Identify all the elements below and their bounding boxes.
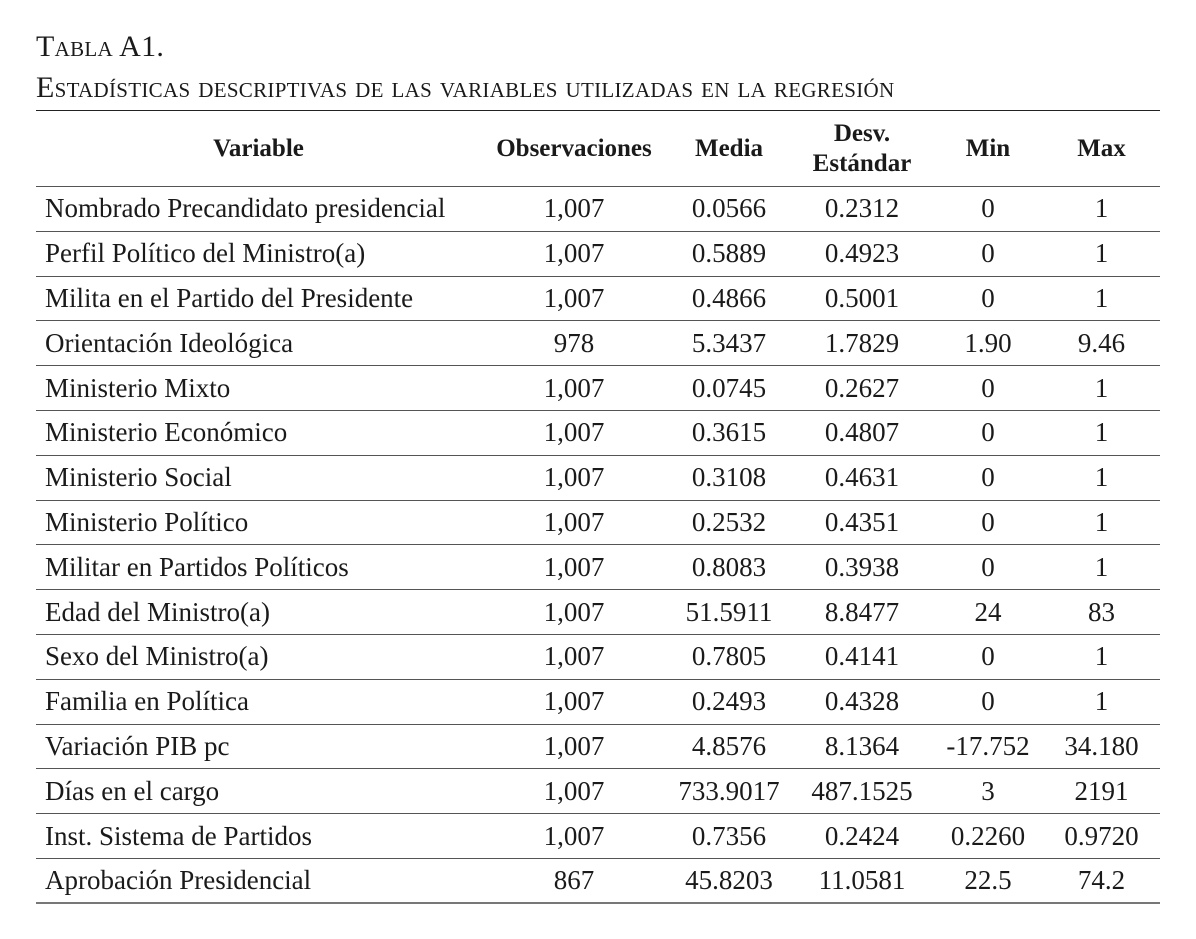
header-observaciones: Observaciones bbox=[496, 134, 652, 162]
cell-variable: Familia en Política bbox=[45, 686, 249, 717]
cell-media: 0.2493 bbox=[691, 686, 767, 717]
table-row bbox=[36, 276, 1160, 321]
cell-media: 0.7356 bbox=[691, 820, 767, 851]
cell-observaciones: 1,007 bbox=[543, 551, 605, 582]
table-row bbox=[36, 187, 1160, 232]
cell-media: 0.8083 bbox=[691, 551, 767, 582]
header-desv-line1: Desv. bbox=[833, 119, 891, 147]
header-row bbox=[36, 111, 1160, 187]
cell-observaciones: 1,007 bbox=[543, 596, 605, 627]
cell-max: 1 bbox=[1094, 551, 1109, 582]
cell-observaciones: 1,007 bbox=[543, 193, 605, 224]
table-row bbox=[36, 545, 1160, 590]
header-variable: Variable bbox=[213, 134, 304, 162]
cell-observaciones: 1,007 bbox=[543, 820, 605, 851]
cell-variable: Perfil Político del Ministro(a) bbox=[45, 238, 366, 269]
cell-min: 1.90 bbox=[964, 327, 1012, 358]
cell-observaciones: 1,007 bbox=[543, 372, 605, 403]
table-row bbox=[36, 814, 1160, 859]
cell-desv-estandar: 0.4923 bbox=[824, 238, 900, 269]
cell-desv-estandar: 8.8477 bbox=[824, 596, 900, 627]
cell-variable: Orientación Ideológica bbox=[45, 327, 294, 358]
cell-variable: Aprobación Presidencial bbox=[45, 865, 312, 896]
table-row bbox=[36, 231, 1160, 276]
table-row bbox=[36, 500, 1160, 545]
table-row bbox=[36, 634, 1160, 679]
cell-variable: Ministerio Político bbox=[45, 506, 249, 537]
cell-max: 1 bbox=[1094, 238, 1109, 269]
cell-min: 0 bbox=[981, 417, 995, 448]
table-row bbox=[36, 679, 1160, 724]
cell-desv-estandar: 0.2424 bbox=[824, 820, 900, 851]
table-row bbox=[36, 410, 1160, 455]
cell-variable: Variación PIB pc bbox=[45, 730, 230, 761]
table-body bbox=[36, 187, 1160, 904]
cell-observaciones: 1,007 bbox=[543, 775, 605, 806]
cell-media: 45.8203 bbox=[685, 865, 773, 896]
cell-observaciones: 1,007 bbox=[543, 641, 605, 672]
cell-max: 1 bbox=[1094, 506, 1109, 537]
cell-desv-estandar: 0.4141 bbox=[824, 641, 900, 672]
table-row bbox=[36, 321, 1160, 366]
cell-variable: Militar en Partidos Políticos bbox=[45, 551, 349, 582]
cell-variable: Edad del Ministro(a) bbox=[45, 596, 270, 627]
cell-max: 1 bbox=[1094, 462, 1109, 493]
cell-variable: Nombrado Precandidato presidencial bbox=[45, 193, 446, 224]
cell-variable: Ministerio Económico bbox=[45, 417, 288, 448]
cell-variable: Ministerio Mixto bbox=[45, 372, 231, 403]
cell-min: -17.752 bbox=[946, 730, 1030, 761]
cell-min: 0 bbox=[981, 282, 995, 313]
cell-max: 1 bbox=[1094, 417, 1109, 448]
header-desv-line2: Estándar bbox=[812, 149, 912, 177]
table-row bbox=[36, 590, 1160, 635]
cell-min: 0 bbox=[981, 193, 995, 224]
cell-max: 9.46 bbox=[1077, 327, 1126, 358]
cell-min: 0 bbox=[981, 238, 995, 269]
cell-max: 83 bbox=[1088, 596, 1115, 627]
cell-min: 0 bbox=[981, 686, 995, 717]
cell-observaciones: 1,007 bbox=[543, 282, 605, 313]
cell-max: 74.2 bbox=[1077, 865, 1126, 896]
cell-media: 5.3437 bbox=[691, 327, 767, 358]
cell-variable: Días en el cargo bbox=[45, 775, 220, 806]
cell-desv-estandar: 0.4807 bbox=[824, 417, 900, 448]
cell-desv-estandar: 11.0581 bbox=[818, 865, 906, 896]
cell-observaciones: 1,007 bbox=[543, 462, 605, 493]
cell-max: 0.9720 bbox=[1064, 820, 1139, 851]
cell-media: 4.8576 bbox=[691, 730, 767, 761]
cell-desv-estandar: 487.1525 bbox=[811, 775, 913, 806]
cell-desv-estandar: 0.4351 bbox=[824, 506, 900, 537]
table-row bbox=[36, 366, 1160, 411]
cell-desv-estandar: 0.5001 bbox=[824, 282, 900, 313]
cell-min: 24 bbox=[974, 596, 1002, 627]
cell-max: 1 bbox=[1094, 641, 1109, 672]
cell-min: 3 bbox=[981, 775, 995, 806]
header-desv-estandar bbox=[791, 111, 933, 187]
cell-desv-estandar: 0.2312 bbox=[824, 193, 900, 224]
cell-min: 0 bbox=[981, 372, 995, 403]
cell-max: 2191 bbox=[1074, 775, 1129, 806]
cell-min: 0 bbox=[981, 462, 995, 493]
table-row bbox=[36, 858, 1160, 903]
cell-variable: Milita en el Partido del Presidente bbox=[45, 282, 414, 313]
cell-observaciones: 1,007 bbox=[543, 730, 605, 761]
cell-variable: Sexo del Ministro(a) bbox=[45, 641, 269, 672]
cell-desv-estandar: 0.3938 bbox=[824, 551, 900, 582]
cell-media: 0.2532 bbox=[691, 506, 767, 537]
cell-max: 1 bbox=[1094, 282, 1109, 313]
table-title: Estadísticas descriptivas de las variables utilizadas en la regresión bbox=[36, 71, 895, 104]
table-label: Tabla A1. bbox=[36, 30, 165, 63]
cell-min: 0 bbox=[981, 506, 995, 537]
header-max: Max bbox=[1077, 134, 1126, 162]
cell-desv-estandar: 1.7829 bbox=[824, 327, 900, 358]
cell-desv-estandar: 0.2627 bbox=[824, 372, 900, 403]
cell-min: 0 bbox=[981, 551, 995, 582]
cell-media: 0.0566 bbox=[691, 193, 767, 224]
cell-media: 0.7805 bbox=[691, 641, 767, 672]
cell-variable: Ministerio Social bbox=[45, 462, 232, 493]
cell-observaciones: 1,007 bbox=[543, 686, 605, 717]
cell-max: 34.180 bbox=[1064, 730, 1139, 761]
cell-observaciones: 867 bbox=[553, 865, 595, 896]
header-min: Min bbox=[965, 134, 1011, 162]
descriptive-statistics-table bbox=[36, 110, 1160, 904]
cell-observaciones: 1,007 bbox=[543, 417, 605, 448]
header-media: Media bbox=[694, 134, 764, 162]
cell-media: 0.0745 bbox=[691, 372, 767, 403]
table-row bbox=[36, 455, 1160, 500]
cell-max: 1 bbox=[1094, 686, 1109, 717]
cell-observaciones: 978 bbox=[553, 327, 595, 358]
cell-observaciones: 1,007 bbox=[543, 238, 605, 269]
cell-variable: Inst. Sistema de Partidos bbox=[45, 820, 312, 851]
cell-min: 0 bbox=[981, 641, 995, 672]
table-row bbox=[36, 724, 1160, 769]
cell-media: 733.9017 bbox=[678, 775, 780, 806]
cell-max: 1 bbox=[1094, 372, 1109, 403]
cell-media: 0.3108 bbox=[691, 462, 767, 493]
cell-min: 0.2260 bbox=[950, 820, 1026, 851]
cell-min: 22.5 bbox=[964, 865, 1012, 896]
cell-media: 0.4866 bbox=[691, 282, 767, 313]
cell-max: 1 bbox=[1094, 193, 1109, 224]
cell-media: 0.5889 bbox=[691, 238, 767, 269]
cell-desv-estandar: 8.1364 bbox=[824, 730, 900, 761]
cell-desv-estandar: 0.4631 bbox=[824, 462, 900, 493]
cell-observaciones: 1,007 bbox=[543, 506, 605, 537]
table-row bbox=[36, 769, 1160, 814]
cell-media: 0.3615 bbox=[691, 417, 767, 448]
cell-desv-estandar: 0.4328 bbox=[824, 686, 900, 717]
cell-media: 51.5911 bbox=[685, 596, 773, 627]
